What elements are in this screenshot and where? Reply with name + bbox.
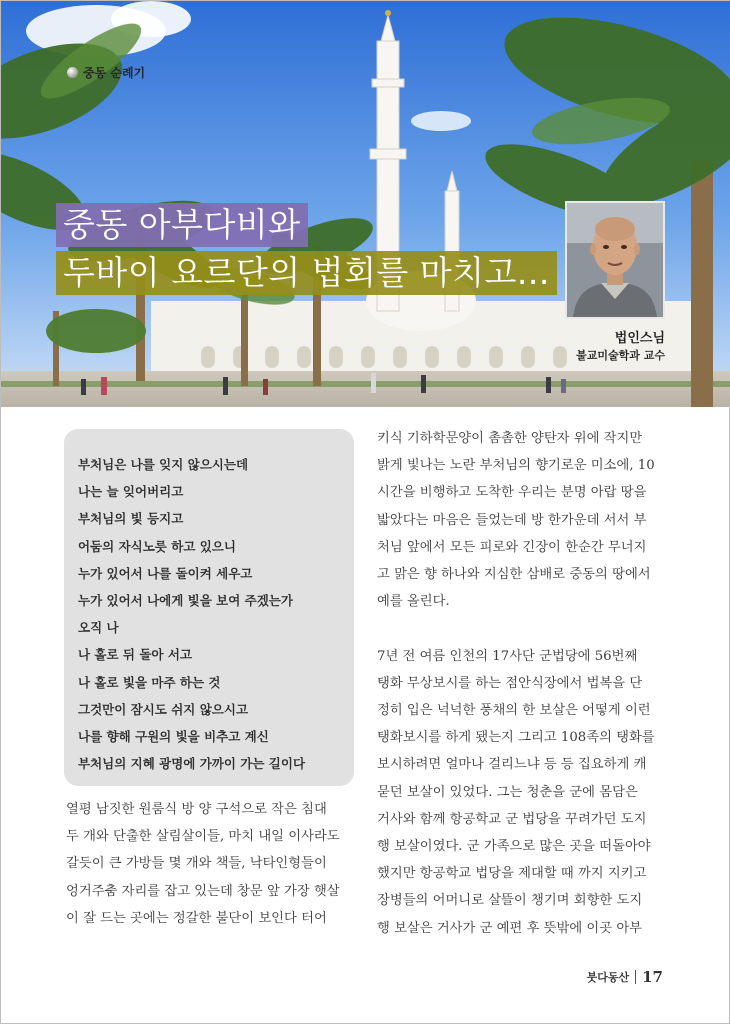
poem-line: 그것만이 잠시도 쉬지 않으시고 xyxy=(78,701,249,717)
body-line: 두 개와 단출한 살림살이들, 마치 내일 이사라도 xyxy=(66,829,340,845)
body-line: 탱화 무상보시를 하는 점안식장에서 법복을 단 xyxy=(377,675,643,691)
poem-line: 나는 늘 잊어버리고 xyxy=(78,484,184,500)
page-footer xyxy=(587,968,663,986)
magazine-name: 붓다동산 xyxy=(586,971,630,984)
poem-line: 나 홀로 빛을 마주 하는 것 xyxy=(78,674,221,690)
body-line: 예를 올린다. xyxy=(377,594,450,610)
author-title: 불교미술학과 교수 xyxy=(576,349,665,362)
section-label-text: 중동 순례기 xyxy=(83,66,146,80)
body-line: 밟았다는 마음은 들었는데 방 한가운데 서서 부 xyxy=(377,512,647,528)
body-line: 장병들의 어머니로 살뜰이 챙기며 회향한 도지 xyxy=(377,893,643,909)
body-line: 정히 입은 넉넉한 풍채의 한 보살은 어떻게 이런 xyxy=(377,703,651,719)
body-line: 시간을 비행하고 도착한 우리는 분명 아랍 땅을 xyxy=(377,485,647,501)
body-line: 탱화보시를 하게 됐는지 그리고 108족의 탱화를 xyxy=(377,730,655,746)
body-line: 7년 전 여름 인천의 17사단 군법당에 56번째 xyxy=(377,648,638,664)
section-label xyxy=(67,64,145,81)
title-line-1: 중동 아부다비와 xyxy=(56,203,308,247)
page-number: 17 xyxy=(642,968,663,986)
bullet-icon xyxy=(67,67,78,78)
body-line: 행 보살은 거사가 군 예편 후 뜻밖에 이곳 아부 xyxy=(377,920,643,936)
poem-line: 누가 있어서 나에게 빛을 보여 주겠는가 xyxy=(78,592,293,608)
body-text-right xyxy=(377,425,655,942)
body-line: 갈듯이 큰 가방들 몇 개와 책들, 낙타인형들이 xyxy=(66,856,327,872)
body-line: 고 맑은 향 하나와 지심한 삼배로 중동의 땅에서 xyxy=(377,567,651,583)
paragraph-gap xyxy=(377,615,655,642)
poem-line: 부처님은 나를 잊지 않으시는데 xyxy=(78,457,249,472)
poem-box xyxy=(64,429,354,786)
body-line: 했지만 항공학교 법당을 제대할 때 까지 지키고 xyxy=(377,866,647,882)
body-line: 처님 앞에서 모든 피로와 긴장이 한순간 무너지 xyxy=(377,539,647,555)
poem-line: 나 홀로 뒤 돌아 서고 xyxy=(78,647,193,663)
poem-line: 누가 있어서 나를 돌이켜 세우고 xyxy=(78,565,253,581)
poem-line: 부처님의 지혜 광명에 가까이 가는 길이다 xyxy=(78,756,306,772)
poem-line: 나를 향해 구원의 빛을 비추고 계신 xyxy=(78,728,269,744)
author-photo xyxy=(565,201,665,319)
author-name: 법인스님 xyxy=(614,331,665,346)
footer-divider xyxy=(635,970,636,984)
body-text-left xyxy=(66,796,340,932)
body-line: 열평 남짓한 원룸식 방 양 구석으로 작은 침대 xyxy=(66,802,327,817)
body-line: 행 보살이였다. 군 가족으로 많은 곳을 떠돌아야 xyxy=(377,839,651,855)
poem-line: 오직 나 xyxy=(78,620,119,636)
poem-line: 부처님의 빛 등지고 xyxy=(78,511,184,527)
body-line: 이 잘 드는 곳에는 정갈한 불단이 보인다 터어 xyxy=(66,910,327,926)
body-line: 보시하려면 얼마나 걸리느냐 등 등 집요하게 캐 xyxy=(377,757,647,773)
body-line: 묻던 보살이 있었다. 그는 청춘을 군에 몸담은 xyxy=(377,784,638,800)
poem-line: 어둠의 자식노릇 하고 있으니 xyxy=(78,538,236,554)
body-line: 거사와 함께 항공학교 군 법당을 꾸려가던 도지 xyxy=(377,811,647,827)
body-line: 키식 기하학문양이 촘촘한 양탄자 위에 작지만 xyxy=(377,431,643,446)
author-portrait-illustration xyxy=(567,203,663,317)
body-line: 밝게 빛나는 노란 부처님의 향기로운 미소에, 10 xyxy=(377,458,655,474)
title-line-2: 두바이 요르단의 법회를 마치고... xyxy=(56,251,557,295)
body-line: 엉거주춤 자리를 잡고 있는데 창문 앞 가장 햇살 xyxy=(66,883,340,899)
